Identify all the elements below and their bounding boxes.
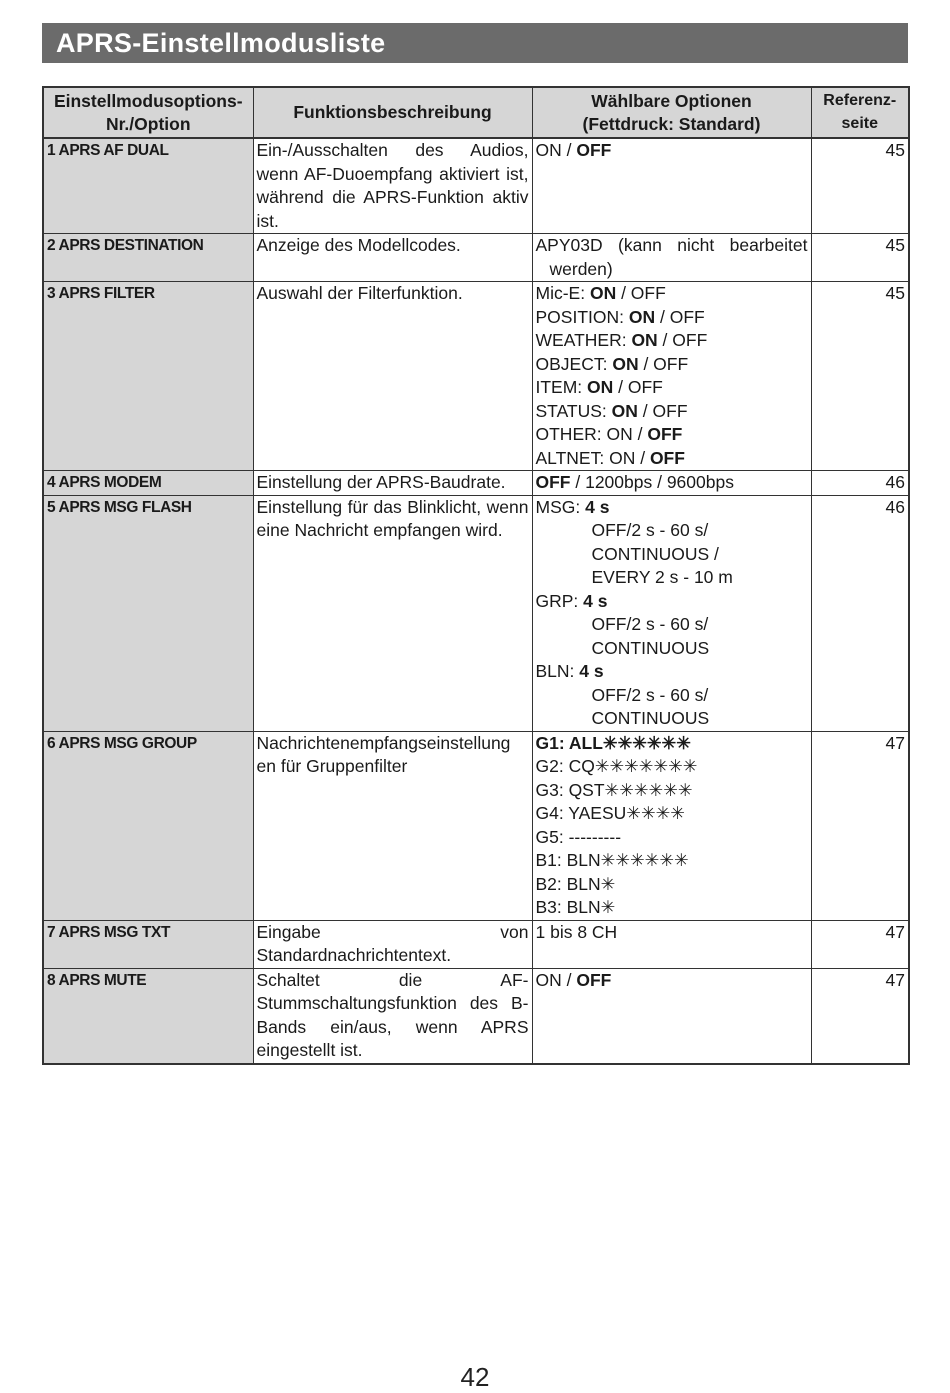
- option-id: 1 APRS AF DUAL: [43, 138, 253, 234]
- option-id: 7 APRS MSG TXT: [43, 920, 253, 968]
- option-id: 6 APRS MSG GROUP: [43, 731, 253, 920]
- choices: APY03D (kann nicht bearbeitet werden): [532, 234, 811, 282]
- choices: Mic-E: ON / OFF POSITION: ON / OFF WEATHER: ON / OFF OBJECT: ON / OFF ITEM: ON / OFF STATUS: ON / OFF OTHER: ON / OFF ALTNET: ON / OFF: [532, 282, 811, 471]
- header-option: Einstellmodusoptions- Nr./Option: [43, 87, 253, 138]
- choices: ON / OFF: [532, 138, 811, 234]
- table-row: [43, 471, 909, 496]
- reference-page: 45: [811, 138, 909, 234]
- choices: OFF / 1200bps / 9600bps: [532, 471, 811, 496]
- table-row: [43, 920, 909, 968]
- choices: G1: ALL✳✳✳✳✳✳ G2: CQ✳✳✳✳✳✳✳ G3: QST✳✳✳✳✳✳ G4: YAESU✳✳✳✳ G5: --------- B1: BLN✳✳✳✳✳✳ B2: BLN✳ B3: BLN✳: [532, 731, 811, 920]
- option-id: 4 APRS MODEM: [43, 471, 253, 496]
- option-id: 8 APRS MUTE: [43, 968, 253, 1064]
- reference-page: 47: [811, 920, 909, 968]
- description: Schaltet die AF-Stummschaltungsfunktion des B-Bands ein/aus, wenn APRS eingestellt ist.: [253, 968, 532, 1064]
- aprs-settings-table: [42, 86, 910, 1065]
- description: Einstellung der APRS-Baudrate.: [253, 471, 532, 496]
- description: Eingabe von Standardnachrichtentext.: [253, 920, 532, 968]
- option-id: 2 APRS DESTINATION: [43, 234, 253, 282]
- reference-page: 46: [811, 471, 909, 496]
- choices: MSG: 4 s OFF/2 s - 60 s/ CONTINUOUS / EVERY 2 s - 10 m GRP: 4 s OFF/2 s - 60 s/ CONTINUOUS BLN: 4 s OFF/2 s - 60 s/ CONTINUOUS: [532, 495, 811, 731]
- table-row: [43, 968, 909, 1064]
- description: Nachrichtenempfangseinstellung en für Gruppenfilter: [253, 731, 532, 920]
- table-header-row: [43, 87, 909, 138]
- description: Auswahl der Filterfunktion.: [253, 282, 532, 471]
- table-row: [43, 731, 909, 920]
- option-id: 5 APRS MSG FLASH: [43, 495, 253, 731]
- header-reference: Referenz- seite: [811, 87, 909, 138]
- reference-page: 46: [811, 495, 909, 731]
- reference-page: 47: [811, 968, 909, 1064]
- table-row: [43, 495, 909, 731]
- choices: ON / OFF: [532, 968, 811, 1064]
- page-title: APRS-Einstellmodusliste: [56, 27, 386, 58]
- option-id: 3 APRS FILTER: [43, 282, 253, 471]
- reference-page: 47: [811, 731, 909, 920]
- reference-page: 45: [811, 282, 909, 471]
- header-choices: Wählbare Optionen (Fettdruck: Standard): [532, 87, 811, 138]
- reference-page: 45: [811, 234, 909, 282]
- header-description: Funktionsbeschreibung: [253, 87, 532, 138]
- table-row: [43, 138, 909, 234]
- table-row: [43, 234, 909, 282]
- description: Anzeige des Modellcodes.: [253, 234, 532, 282]
- choices: 1 bis 8 CH: [532, 920, 811, 968]
- page-title-bar: [42, 23, 908, 63]
- description: Ein-/Ausschalten des Audios, wenn AF-Duoempfang aktiviert ist, während die APRS-Funktion aktiv ist.: [253, 138, 532, 234]
- table-row: [43, 282, 909, 471]
- page-number: 42: [460, 1362, 490, 1392]
- description: Einstellung für das Blinklicht, wenn eine Nachricht empfangen wird.: [253, 495, 532, 731]
